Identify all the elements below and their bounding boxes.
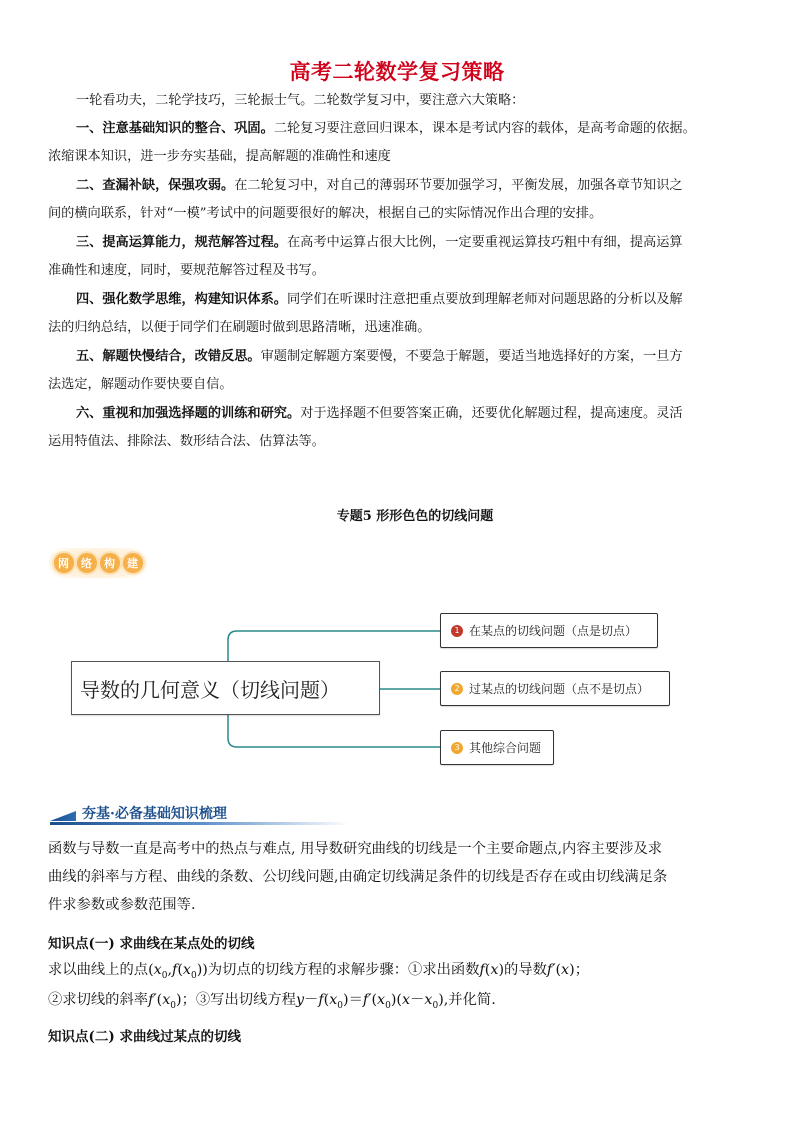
strategy-5-line-1: 五、解题快慢结合，改错反思。审题制定解题方案要慢，不要急于解题，要适当地选择好的方案，一旦方: [76, 349, 683, 364]
badge-char: 网: [54, 553, 74, 573]
branch-label: 在某点的切线问题（点是切点）: [469, 624, 638, 638]
strategy-5-line-2: 法选定，解题动作要快要自信。: [48, 377, 233, 392]
intro-text: 一轮看功夫，二轮学技巧，三轮振士气。二轮数学复习中，要注意六大策略：: [76, 93, 525, 108]
strategy-1-line-2: 浓缩课本知识，进一步夯实基础，提高解题的准确性和速度: [48, 149, 391, 164]
branch-label: 其他综合问题: [469, 741, 542, 755]
mind-map-branch-3: [440, 730, 554, 765]
overview-line-3: 件求参数或参数范围等.: [48, 897, 196, 913]
branch-number-badge: 1: [451, 625, 463, 637]
knowledge-point-1-line-1: 求以曲线上的点$(x_0,f(x_0))$为切点的切线方程的求解步骤：①求出函数f(x)的导数f′(x)；: [48, 962, 589, 981]
mind-map-branch-2: [440, 671, 670, 706]
strategy-2-line-2: 间的横向联系，针对“一模”考试中的问题要很好的解决，根据自己的实际情况作出合理的安排。: [48, 206, 603, 221]
connector-1: [228, 631, 440, 661]
overview-line-2: 曲线的斜率与方程、曲线的条数、公切线问题,由确定切线满足条件的切线是否存在或由切线满足条: [48, 869, 668, 885]
strategy-4-line-2: 法的归纳总结，以便于同学们在刷题时做到思路清晰，迅速准确。: [48, 320, 431, 335]
section-header-underline: [50, 822, 350, 825]
branch-number-badge: 3: [451, 742, 463, 754]
section-header-text: 夯基·必备基础知识梳理: [82, 806, 227, 822]
knowledge-point-1-line-2: ②求切线的斜率$f'(x_0)$；③写出切线方程$y-f(x_0)=f'(x_0)(x-x_0)$,并化简.: [48, 992, 496, 1011]
badge-char: 构: [100, 553, 120, 573]
mind-map-branch-1: [440, 613, 658, 648]
knowledge-point-2-title: 知识点(二) 求曲线过某点的切线: [48, 1029, 241, 1045]
branch-number-badge: 2: [451, 683, 463, 695]
section-header-bar: [50, 811, 76, 821]
knowledge-point-1-title: 知识点(一) 求曲线在某点处的切线: [48, 936, 255, 952]
overview-line-1: 函数与导数一直是高考中的热点与难点, 用导数研究曲线的切线是一个主要命题点,内容主要涉及求: [48, 841, 663, 857]
strategy-6-line-1: 六、重视和加强选择题的训练和研究。对于选择题不但要答案正确，还要优化解题过程，提高速度。灵活: [76, 406, 683, 421]
section-header: [50, 803, 350, 825]
page-title: 高考二轮数学复习策略: [289, 60, 505, 84]
connector-3: [228, 715, 440, 747]
network-badge: [49, 548, 147, 578]
badge-char: 络: [77, 553, 97, 573]
badge-char: 建: [123, 553, 143, 573]
strategy-2-line-1: 二、查漏补缺，保强攻弱。在二轮复习中，对自己的薄弱环节要加强学习，平衡发展，加强各章节知识之: [76, 178, 683, 193]
mind-map: [0, 600, 794, 780]
strategy-1-line-1: 一、注意基础知识的整合、巩固。二轮复习要注意回归课本，课本是考试内容的载体，是高考命题的依据。: [76, 121, 696, 136]
branch-label: 过某点的切线问题（点不是切点）: [469, 682, 650, 696]
mind-map-root: 导数的几何意义（切线问题）: [71, 661, 380, 715]
strategy-3-line-2: 准确性和速度，同时，要规范解答过程及书写。: [48, 263, 325, 278]
strategy-6-line-2: 运用特值法、排除法、数形结合法、估算法等。: [48, 434, 325, 449]
strategy-4-line-1: 四、强化数学思维，构建知识体系。同学们在听课时注意把重点要放到理解老师对问题思路的分析以及解: [76, 292, 683, 307]
strategy-3-line-1: 三、提高运算能力，规范解答过程。在高考中运算占很大比例，一定要重视运算技巧粗中有细，提高运算: [76, 235, 683, 250]
topic-title: 专题5 形形色色的切线问题: [336, 509, 494, 524]
